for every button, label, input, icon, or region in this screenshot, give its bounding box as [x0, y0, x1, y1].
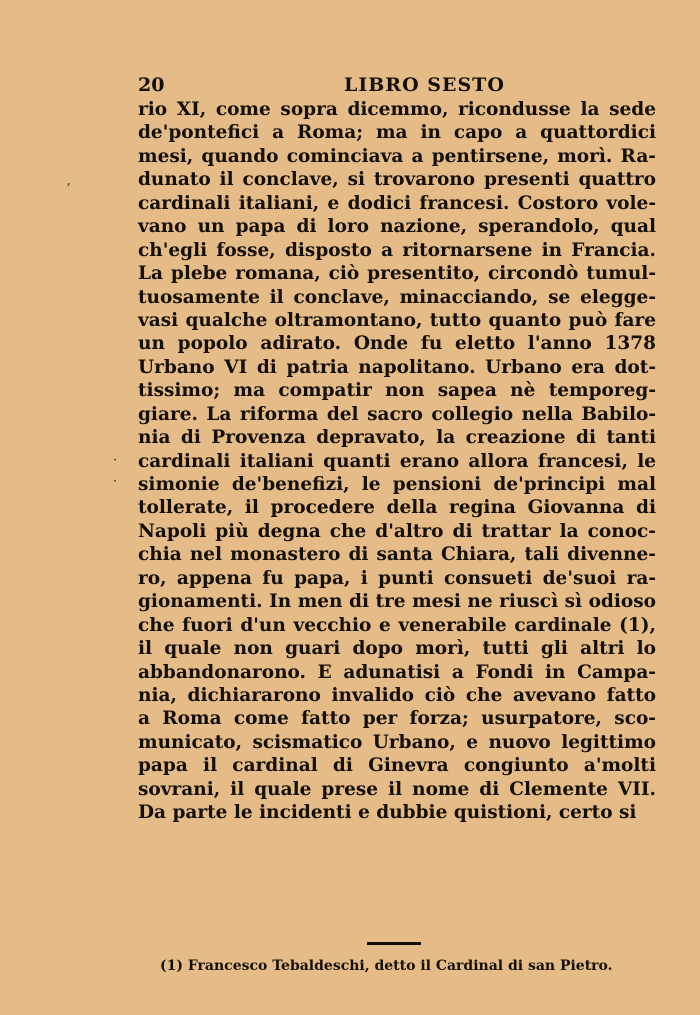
text-line: ch'egli fosse, disposto a ritornarsene in Francia. [138, 239, 656, 261]
margin-mark: · [113, 474, 118, 489]
text-line: vano un papa di loro nazione, sperandolo, qual [138, 216, 656, 238]
footnote-divider [367, 942, 421, 945]
page-number: 20 [138, 74, 165, 96]
text-line: ro, appena fu papa, i punti consueti de'suoi ra- [138, 567, 656, 589]
body-text [138, 98, 656, 825]
text-line: cardinali italiani, e dodici francesi. Costoro vole- [138, 192, 656, 214]
text-line: nia di Provenza depravato, la creazione di tanti [138, 427, 656, 449]
text-line: giare. La riforma del sacro collegio nella Babilo- [138, 403, 656, 425]
page-header [138, 74, 658, 100]
text-line: mesi, quando cominciava a pentirsene, morì. Ra- [138, 145, 656, 167]
text-line: papa il cardinal di Ginevra congiunto a'molti [138, 755, 656, 777]
text-line: il quale non guari dopo morì, tutti gli altri lo [138, 638, 656, 660]
text-line: abbandonarono. E adunatisi a Fondi in Campa- [138, 661, 656, 683]
text-line: simonie de'benefizi, le pensioni de'principi mal [138, 474, 656, 495]
text-line: tissimo; ma compatir non sapea nè temporeg- [138, 380, 656, 402]
text-line: gionamenti. In men di tre mesi ne riuscì sì odioso [138, 591, 656, 613]
text-line: vasi qualche oltramontano, tutto quanto può fare [138, 309, 656, 331]
text-line: a Roma come fatto per forza; usurpatore, sco- [138, 708, 656, 730]
text-line: Urbano VI di patria napolitano. Urbano era dot- [138, 356, 656, 378]
text-line: Da parte le incidenti e dubbie quistioni, certo si [138, 802, 637, 824]
text-line: tollerate, il procedere della regina Giovanna di [138, 497, 656, 519]
text-line: un popolo adirato. Onde fu eletto l'anno 1378 [138, 333, 656, 355]
text-line: chia nel monastero di santa Chiara, tali divenne- [138, 544, 656, 566]
text-line: tuosamente il conclave, minacciando, se elegge- [138, 286, 656, 308]
margin-mark: · [113, 453, 118, 468]
text-line: sovrani, il quale prese il nome di Clemente VII. [138, 778, 656, 800]
running-title: LIBRO SESTO [344, 74, 505, 96]
text-line: cardinali italiani quanti erano allora francesi, le [138, 450, 656, 472]
text-line: de'pontefici a Roma; ma in capo a quattordici [138, 122, 656, 144]
text-line: Napoli più degna che d'altro di trattar la conoc- [138, 520, 656, 542]
text-line: municato, scismatico Urbano, e nuovo legittimo [138, 731, 656, 753]
margin-mark: ʼ [66, 182, 71, 197]
text-line: che fuori d'un vecchio e venerabile cardinale (1), [138, 614, 656, 636]
text-line: La plebe romana, ciò presentito, circondò tumul- [138, 263, 656, 285]
text-line: rio XI, come sopra dicemmo, ricondusse la sede [138, 99, 656, 120]
footnote: (1) Francesco Tebaldeschi, detto il Cardinal di san Pietro. [160, 958, 613, 974]
text-line: dunato il conclave, si trovarono presenti quattro [138, 169, 656, 191]
text-line: nia, dichiararono invalido ciò che avevano fatto [138, 684, 656, 706]
